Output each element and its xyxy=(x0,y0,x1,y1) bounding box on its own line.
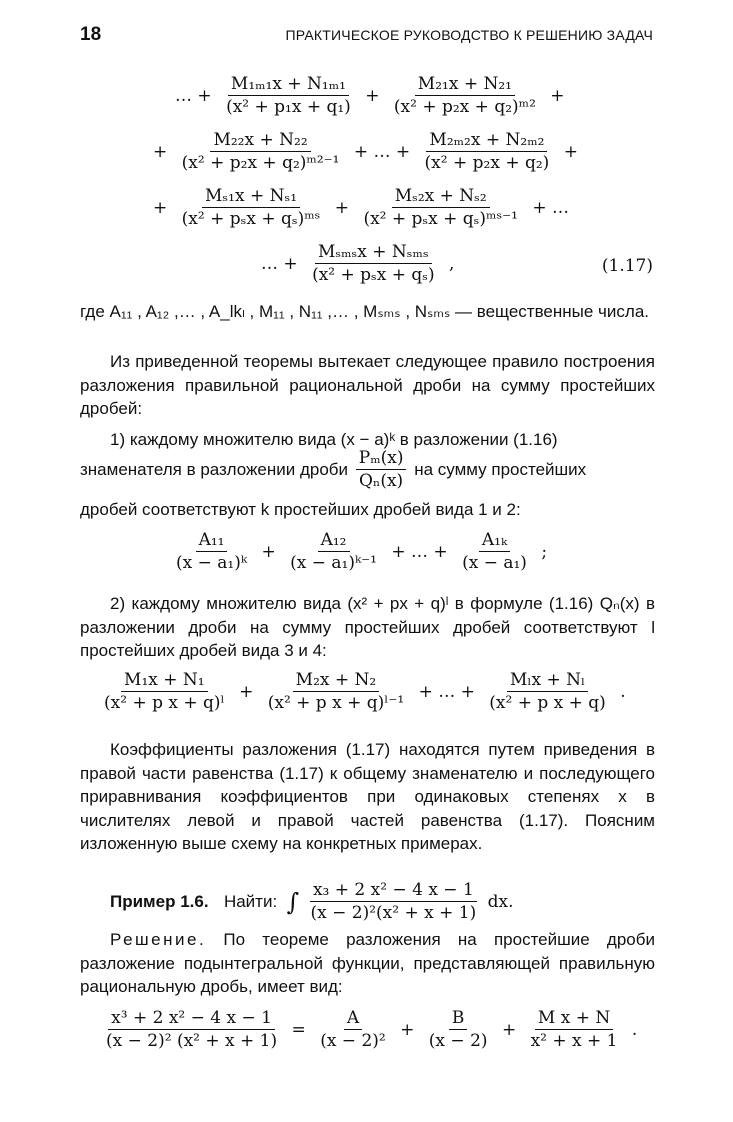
paragraph-rule-intro: Из приведенной теоремы вытекает следующее правило построения разложения правильной рациональной дроби на сумму простейших дробей: xyxy=(80,352,655,418)
paragraph-item2: 2) каждому множителю вида (x² + px + q)ˡ в формуле (1.16) Qₙ(x) в разложении дроби на сумму простейших дробей соответствуют l простейших дробей вида 3 и 4: xyxy=(80,594,655,660)
formula-row-4: … + $\frac{\text{Mₛₘₛx + Nₛₘₛ}}{\text{(x² + pₛx + qₛ)}}$ , xyxy=(261,242,455,286)
fraction: $\frac{\text{M₂ₘ₂x + N₂ₘ₂}}{\text{(x² + p₂x + q₂)}}$ xyxy=(424,130,550,174)
fraction: $\frac{\text{M₂₁x + N₂₁}}{\text{(x² + p₂x + q₂)ᵐ²}}$ xyxy=(393,74,536,118)
fraction: $\frac{\text{Mₛ₂x + Nₛ₂}}{\text{(x² + pₛx + qₛ)ᵐˢ⁻¹}}$ xyxy=(363,186,518,230)
fraction: $\frac{\text{Mₛₘₛx + Nₛₘₛ}}{\text{(x² + pₛx + qₛ)}}$ xyxy=(312,242,435,286)
fraction: $\frac{B}{(x - 2)}$ xyxy=(428,1008,488,1052)
fraction: $\frac{\text{x₃ + 2 x² − 4 x − 1}}{\text{(x − 2)²(x² + x + 1)}}$ xyxy=(310,880,477,924)
formula-final: $\frac{\text{x³ + 2 x² − 4 x − 1}}{\text{(x − 2)² (x² + x + 1)}}$ = $\frac{A}{\text{(x − 2)²}}$ + $\frac{B}{(x - 2)}$ + $\frac{\text{M x + N}}{\text{x² + x + 1}}$ . xyxy=(100,1008,640,1052)
formula-row-2: + $\frac{\text{M₂₂x + N₂₂}}{\text{(x² + p₂x + q₂)ᵐ²⁻¹}}$ + … + $\frac{\text{M₂ₘ₂x + N₂ₘ₂}}{\text{(x² + p₂x + q₂)}}$ + xyxy=(153,130,578,174)
running-title: ПРАКТИЧЕСКОЕ РУКОВОДСТВО К РЕШЕНИЮ ЗАДАЧ xyxy=(285,27,653,43)
paragraph-item1-line2: знаменателя в разложении дроби $\frac{\text{Pₘ(x)}}{\text{Qₙ(x)}}$ на сумму простейших xyxy=(80,448,587,492)
page-header xyxy=(80,24,653,48)
equation-label: (1.17) xyxy=(601,256,653,276)
paragraph-where: где A₁₁ , A₁₂ ,… , A_lkₗ , M₁₁ , N₁₁ ,… , Mₛₘₛ , Nₛₘₛ — вещественные числа. xyxy=(80,302,650,321)
integral-sign: ∫ xyxy=(286,887,300,916)
example-1-6: Пример 1.6. Найти: ∫ $\frac{\text{x₃ + 2 x² − 4 x − 1}}{\text{(x − 2)²(x² + x + 1)}}$ dx. xyxy=(110,880,514,924)
fraction: $\frac{\text{Pₘ(x)}}{\text{Qₙ(x)}}$ xyxy=(356,448,407,492)
formula-item1: $\frac{\text{A₁₁}}{\text{(x − a₁)ᵏ}}$ + $\frac{\text{A₁₂}}{\text{(x − a₁)ᵏ⁻¹}}$ + … + $\frac{\text{A₁ₖ}}{\text{(x − a₁)}}$ ; xyxy=(170,530,550,574)
fraction: $\frac{\text{Mₗx + Nₗ}}{\text{(x² + p x + q)}}$ xyxy=(489,670,606,714)
fraction: $\frac{\text{Mₛ₁x + Nₛ₁}}{\text{(x² + pₛx + qₛ)ᵐˢ}}$ xyxy=(181,186,321,230)
fraction: $\frac{\text{M₁x + N₁}}{\text{(x² + p x + q)ˡ}}$ xyxy=(104,670,225,714)
page-number: 18 xyxy=(80,24,102,45)
formula-row-3: + $\frac{\text{Mₛ₁x + Nₛ₁}}{\text{(x² + pₛx + qₛ)ᵐˢ}}$ + $\frac{\text{Mₛ₂x + Nₛ₂}}{\text{(x² + pₛx + qₛ)ᵐˢ⁻¹}}$ + … xyxy=(153,186,570,230)
fraction: $\frac{\text{M₁ₘ₁x + N₁ₘ₁}}{\text{(x² + p₁x + q₁)}}$ xyxy=(226,74,351,118)
fraction: $\frac{A}{\text{(x − 2)²}}$ xyxy=(320,1008,386,1052)
fraction: $\frac{\text{M₂₂x + N₂₂}}{\text{(x² + p₂x + q₂)ᵐ²⁻¹}}$ xyxy=(181,130,340,174)
fraction: $\frac{\text{A₁ₖ}}{\text{(x − a₁)}}$ xyxy=(462,530,527,574)
paragraph-item1-line1: 1) каждому множителю вида (x − a)ᵏ в разложении (1.16) xyxy=(110,430,558,449)
fraction: $\frac{\text{A₁₁}}{\text{(x − a₁)ᵏ}}$ xyxy=(176,530,248,574)
fraction: $\frac{\text{M₂x + N₂}}{\text{(x² + p x + q)ˡ⁻¹}}$ xyxy=(267,670,405,714)
fraction: $\frac{\text{M x + N}}{\text{x² + x + 1}}$ xyxy=(530,1008,618,1052)
paragraph-coefficients: Коэффициенты разложения (1.17) находятся путем приведения в правой части равенства (1.17) к общему знаменателю и последующего приравнивания коэффициентов при одинаковых степенях x в числителях левой и правой частей равенства (1.17). Поясним изложенную выше схему на конкретных примерах. xyxy=(80,740,655,853)
fraction: $\frac{\text{A₁₂}}{\text{(x − a₁)ᵏ⁻¹}}$ xyxy=(290,530,377,574)
paragraph-solution: Решение. По теореме разложения на простейшие дроби разложение подынтегральной функции, представляющей правильную рациональную дробь, имеет вид: xyxy=(80,930,655,996)
solution-word: Решение. xyxy=(110,930,207,949)
paragraph-item1-line3: дробей соответствуют k простейших дробей вида 1 и 2: xyxy=(80,500,521,519)
formula-item2: $\frac{\text{M₁x + N₁}}{\text{(x² + p x + q)ˡ}}$ + $\frac{\text{M₂x + N₂}}{\text{(x² + p x + q)ˡ⁻¹}}$ + … + $\frac{\text{Mₗx + Nₗ}}{\text{(x² + p x + q)}}$ . xyxy=(98,670,629,714)
example-label: Пример 1.6. xyxy=(110,891,209,911)
fraction: $\frac{\text{x³ + 2 x² − 4 x − 1}}{\text{(x − 2)² (x² + x + 1)}}$ xyxy=(106,1008,278,1052)
formula-row-1: … + $\frac{\text{M₁ₘ₁x + N₁ₘ₁}}{\text{(x² + p₁x + q₁)}}$ + $\frac{\text{M₂₁x + N₂₁}}{\text{(x² + p₂x + q₂)ᵐ²}}$ + xyxy=(175,74,565,118)
